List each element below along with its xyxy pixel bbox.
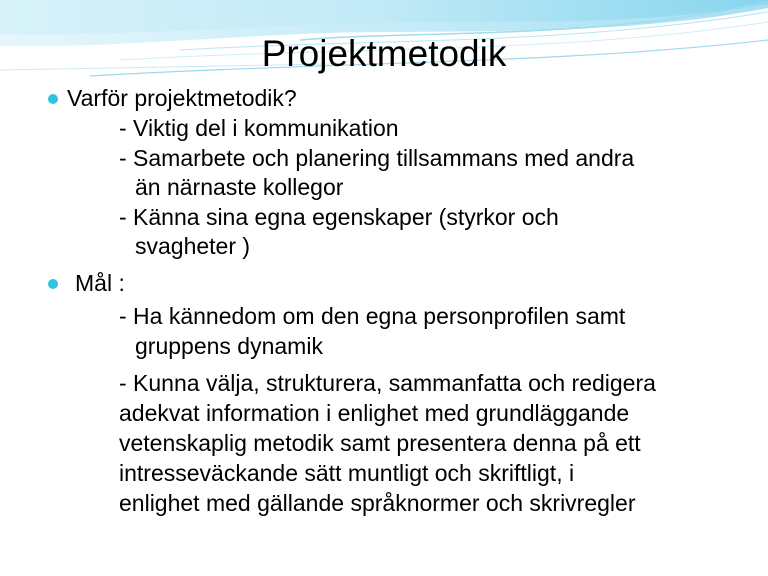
bullet-2-line-6: intresseväckande sätt muntligt och skriftligt, i [119,460,575,486]
bullet-2-line-3: - Kunna välja, strukturera, sammanfatta och redigera [119,370,656,396]
bullet-1-line-5: svagheter ) [135,233,251,259]
bullet-1-line-3: än närnaste kollegor [135,174,344,200]
bullet-2-line-2: gruppens dynamik [135,333,323,359]
bullet-label-1: Varför projektmetodik? [67,85,297,111]
bullet-2-line-7: enlighet med gällande språknormer och skrivregler [119,490,636,516]
bullet-2-line-4: adekvat information i enlighet med grundläggande [119,400,630,426]
bullet-marker-1 [48,94,58,104]
bullet-label-2: Mål : [75,270,125,296]
bullet-1-line-4: - Känna sina egna egenskaper (styrkor och [119,204,559,230]
bullet-marker-2 [48,279,58,289]
bullet-2-line-5: vetenskaplig metodik samt presentera denna på ett [119,430,641,456]
slide-title: Projektmetodik [261,33,507,74]
bullet-1-line-1: - Viktig del i kommunikation [119,115,399,141]
bullet-1-line-2: - Samarbete och planering tillsammans med andra [119,145,635,171]
bullet-2-line-1: - Ha kännedom om den egna personprofilen samt [119,303,626,329]
